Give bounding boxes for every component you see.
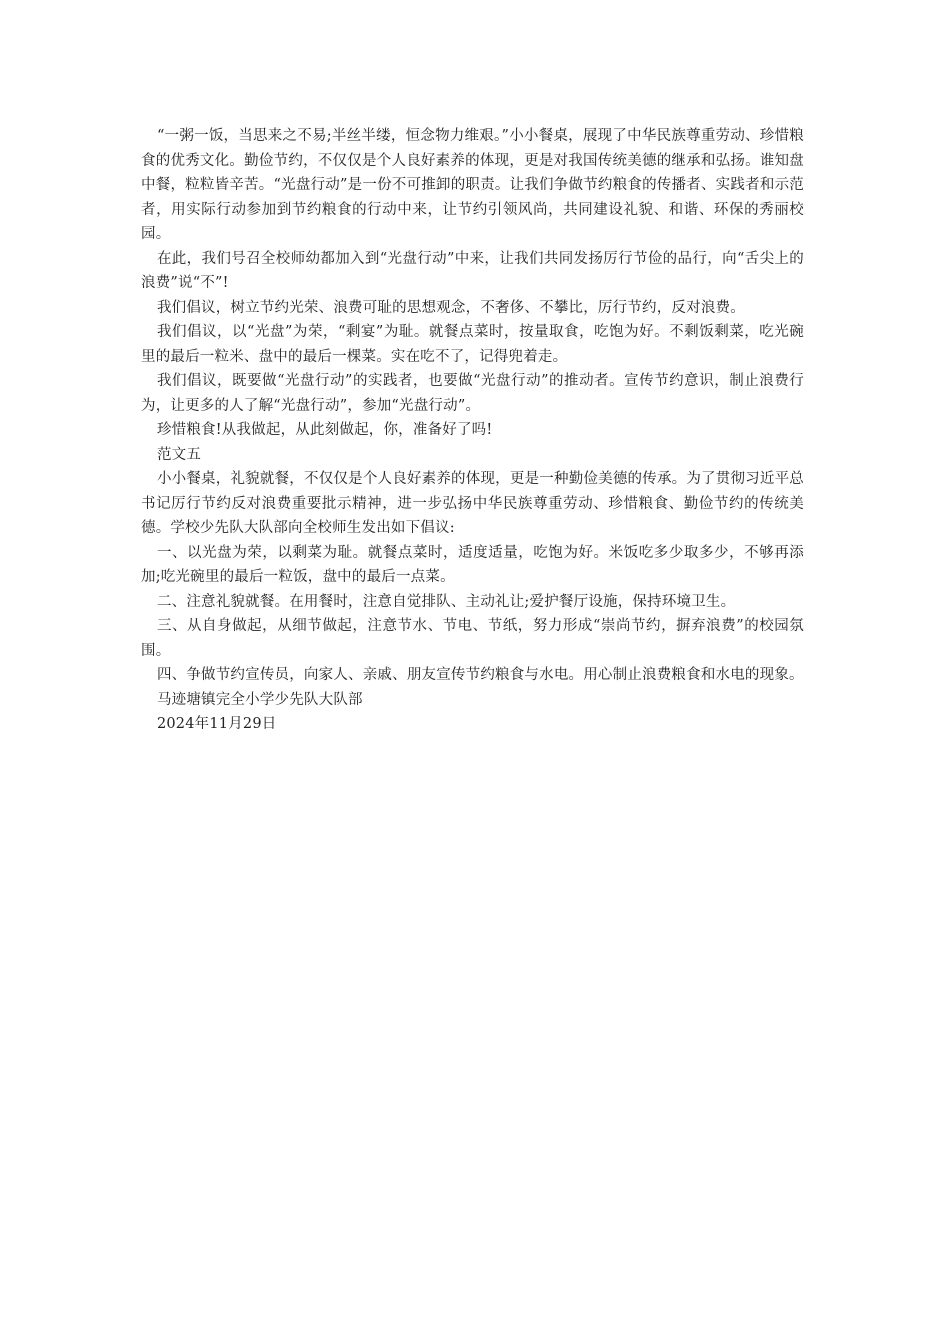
paragraph-section-intro: 小小餐桌，礼貌就餐，不仅仅是个人良好素养的体现，更是一种勤俭美德的传承。为了贯彻习近平总书记厉行节约反对浪费重要批示精神，进一步弘扬中华民族尊重劳动、珍惜粮食、勤俭节约的传统美德。学校少先队大队部向全校师生发出如下倡议: xyxy=(141,471,804,536)
list-item-2: 二、注意礼貌就餐。在用餐时，注意自觉排队、主动礼让;爱护餐厅设施，保持环境卫生。 xyxy=(156,593,736,610)
paragraph-proposal-3: 我们倡议，既要做“光盘行动”的实践者，也要做“光盘行动”的推动者。宣传节约意识，制止浪费行为，让更多的人了解“光盘行动”，参加“光盘行动”。 xyxy=(141,373,804,414)
list-item-4: 四、争做节约宣传员，向家人、亲戚、朋友宣传节约粮食与水电。用心制止浪费粮食和水电的现象。 xyxy=(156,667,804,683)
signature-date: 2024年11月29日 xyxy=(156,716,277,732)
paragraph-intro: “一粥一饭，当思来之不易;半丝半缕，恒念物力维艰。”小小餐桌，展现了中华民族尊重劳动、珍惜粮食的优秀文化。勤俭节约，不仅仅是个人良好素养的体现，更是对我国传统美德的继承和弘扬。谁知盘中餐，粒粒皆辛苦。“光盘行动”是一份不可推卸的职责。让我们争做节约粮食的传播者、实践者和示范者，用实际行动参加到节约粮食的行动中来，让节约引领风尚，共同建设礼貌、和谐、环保的秀丽校园。 xyxy=(141,128,804,242)
paragraph-proposal-2: 我们倡议，以“光盘”为荣，“剩宴”为耻。就餐点菜时，按量取食，吃饱为好。不剩饭剩菜，吃光碗里的最后一粒米、盘中的最后一棵菜。实在吃不了，记得兜着走。 xyxy=(141,324,804,365)
document-body xyxy=(141,124,804,737)
list-item-1: 一、以光盘为荣，以剩菜为耻。就餐点菜时，适度适量，吃饱为好。米饭吃多少取多少，不够再添加;吃光碗里的最后一粒饭，盘中的最后一点菜。 xyxy=(141,544,804,585)
paragraph-proposal-1: 我们倡议，树立节约光荣、浪费可耻的思想观念，不奢侈、不攀比，厉行节约，反对浪费。 xyxy=(156,299,745,316)
paragraph-slogan: 珍惜粮食!从我做起，从此刻做起，你，准备好了吗! xyxy=(156,422,493,438)
list-item-3: 三、从自身做起，从细节做起，注意节水、节电、节纸，努力形成“崇尚节约，摒弃浪费”的校园氛围。 xyxy=(141,618,804,659)
paragraph-call: 在此，我们号召全校师幼都加入到“光盘行动”中来，让我们共同发扬厉行节俭的品行，向“舌尖上的浪费”说“不”! xyxy=(141,250,804,291)
signature-organization: 马迹塘镇完全小学少先队大队部 xyxy=(156,691,363,708)
section-heading: 范文五 xyxy=(156,446,202,463)
